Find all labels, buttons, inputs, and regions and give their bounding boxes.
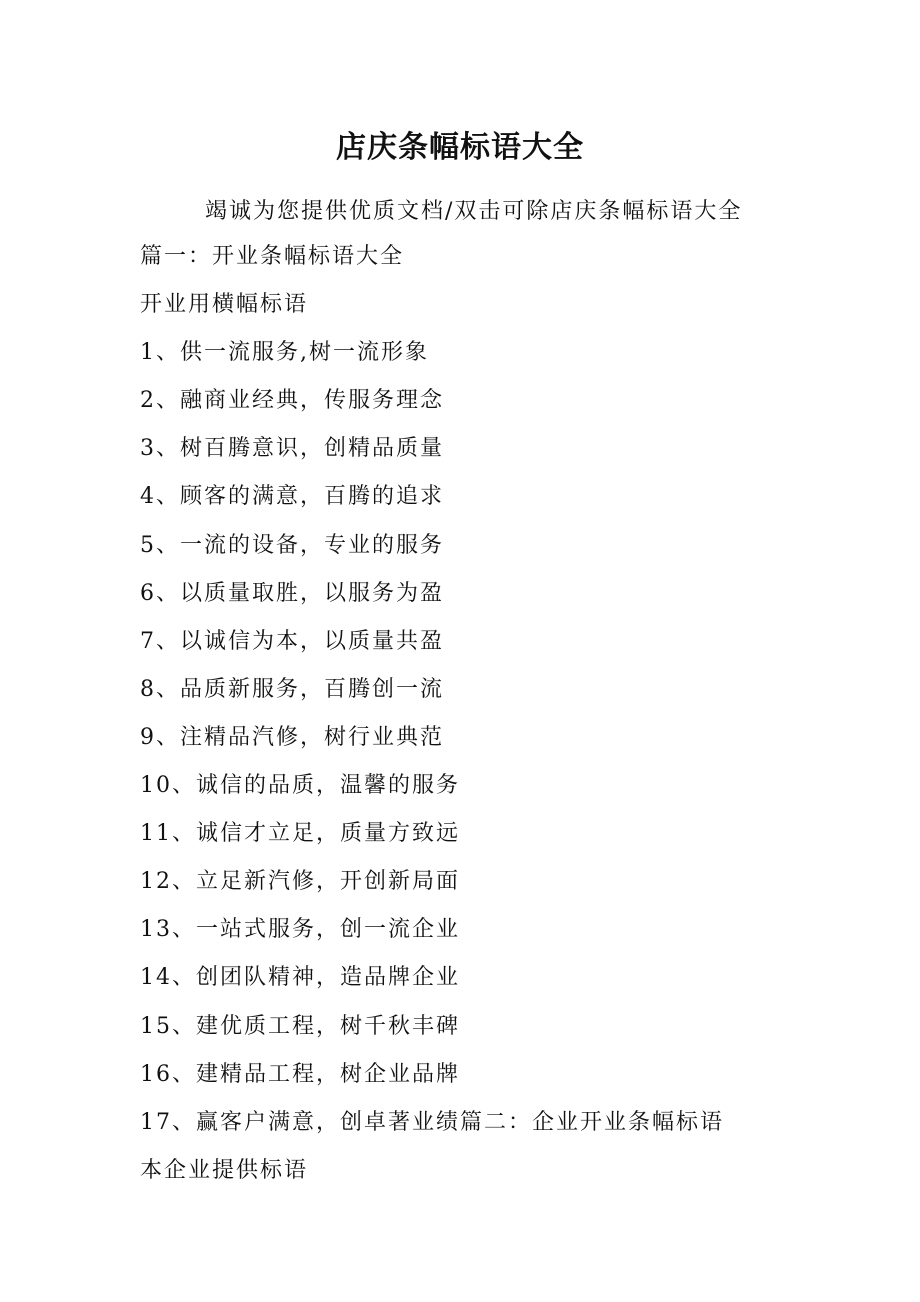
slogan-item: 1、供一流服务,树一流形象 — [140, 340, 429, 366]
sub-heading: 开业用横幅标语 — [140, 292, 309, 318]
slogan-item: 5、一流的设备，专业的服务 — [140, 532, 444, 558]
subtitle-line: 竭诚为您提供优质文档/双击可除店庆条幅标语大全 — [205, 199, 743, 224]
slogan-item: 12、立足新汽修，开创新局面 — [140, 869, 460, 895]
slogan-item: 15、建优质工程，树千秋丰碑 — [140, 1013, 460, 1039]
slogan-item: 3、树百腾意识，创精品质量 — [140, 436, 444, 462]
slogan-item: 13、一站式服务，创一流企业 — [140, 917, 460, 943]
slogan-item: 10、诚信的品质，温馨的服务 — [140, 773, 460, 799]
page-title: 店庆条幅标语大全 — [336, 130, 584, 165]
slogan-item: 9、注精品汽修，树行业典范 — [140, 724, 444, 750]
slogan-item: 6、以质量取胜，以服务为盈 — [140, 580, 444, 606]
slogan-item: 17、赢客户满意，创卓著业绩篇二：企业开业条幅标语 — [140, 1109, 724, 1135]
section-heading: 篇一：开业条幅标语大全 — [140, 244, 405, 269]
body-text-line: 本企业提供标语 — [140, 1157, 309, 1183]
slogan-item: 11、诚信才立足，质量方致远 — [140, 821, 460, 847]
slogan-item: 16、建精品工程，树企业品牌 — [140, 1061, 460, 1087]
slogan-item: 8、品质新服务，百腾创一流 — [140, 676, 444, 702]
slogan-item: 7、以诚信为本，以质量共盈 — [140, 628, 444, 654]
slogan-item: 14、创团队精神，造品牌企业 — [140, 965, 460, 991]
slogan-list — [140, 242, 724, 1204]
slogan-item: 4、顾客的满意，百腾的追求 — [140, 484, 444, 510]
slogan-item: 2、融商业经典，传服务理念 — [140, 388, 444, 414]
